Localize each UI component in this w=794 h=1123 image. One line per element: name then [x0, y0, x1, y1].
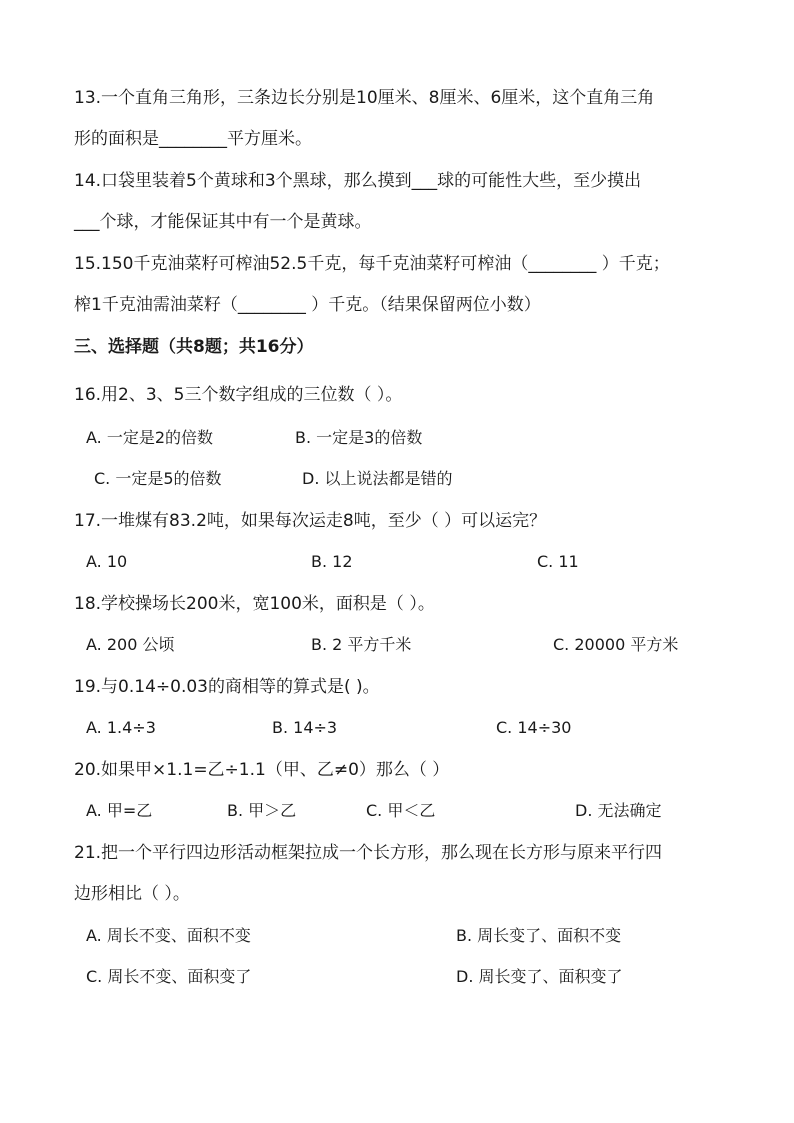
q18-option-a: A. 200 公顷 — [86, 635, 175, 654]
q21-stem-line-2: 边形相比（ ）。 — [74, 884, 190, 904]
q20-stem: 20.如果甲×1.1=乙÷1.1（甲、乙≠0）那么（ ） — [74, 760, 450, 780]
q19-stem: 19.与0.14÷0.03的商相等的算式是( )。 — [74, 677, 380, 697]
q14-line-1: 14.口袋里装着5个黄球和3个黑球，那么摸到___球的可能性大些，至少摸出 — [74, 171, 642, 191]
q16-option-d: D. 以上说法都是错的 — [302, 469, 453, 488]
q20-option-a: A. 甲=乙 — [86, 801, 153, 820]
q21-option-c: C. 周长不变、面积变了 — [86, 967, 252, 986]
q16-option-c: C. 一定是5的倍数 — [94, 469, 222, 488]
q14-line-2: ___个球，才能保证其中有一个是黄球。 — [74, 212, 372, 232]
q21-option-b: B. 周长变了、面积不变 — [456, 926, 622, 945]
q16-stem: 16.用2、3、5三个数字组成的三位数（ ）。 — [74, 385, 403, 405]
q19-option-b: B. 14÷3 — [272, 718, 338, 737]
q17-stem: 17.一堆煤有83.2吨，如果每次运走8吨，至少（ ）可以运完？ — [74, 511, 547, 531]
q13-line-1: 13.一个直角三角形，三条边长分别是10厘米、8厘米、6厘米，这个直角三角 — [74, 88, 655, 108]
q20-option-c: C. 甲＜乙 — [366, 801, 436, 820]
q17-option-c: C. 11 — [537, 552, 579, 571]
q18-stem: 18.学校操场长200米，宽100米，面积是（ ）。 — [74, 594, 435, 614]
q20-option-b: B. 甲＞乙 — [227, 801, 297, 820]
q19-option-a: A. 1.4÷3 — [86, 718, 156, 737]
q18-option-b: B. 2 平方千米 — [311, 635, 412, 654]
q21-option-d: D. 周长变了、面积变了 — [456, 967, 623, 986]
section-3-title: 三、选择题（共8题；共16分） — [74, 337, 314, 357]
q15-line-2: 榨1千克油需油菜籽（________ ）千克。（结果保留两位小数） — [74, 295, 541, 315]
q19-option-c: C. 14÷30 — [496, 718, 572, 737]
q13-line-2: 形的面积是________平方厘米。 — [74, 129, 312, 149]
q17-option-b: B. 12 — [311, 552, 353, 571]
q15-line-1: 15.150千克油菜籽可榨油52.5千克，每千克油菜籽可榨油（________ ）千克； — [74, 254, 670, 274]
q16-option-a: A. 一定是2的倍数 — [86, 428, 214, 447]
q16-option-b: B. 一定是3的倍数 — [295, 428, 423, 447]
q21-option-a: A. 周长不变、面积不变 — [86, 926, 251, 945]
q21-stem-line-1: 21.把一个平行四边形活动框架拉成一个长方形，那么现在长方形与原来平行四 — [74, 843, 663, 863]
q17-option-a: A. 10 — [86, 552, 128, 571]
q18-option-c: C. 20000 平方米 — [553, 635, 679, 654]
q20-option-d: D. 无法确定 — [575, 801, 662, 820]
